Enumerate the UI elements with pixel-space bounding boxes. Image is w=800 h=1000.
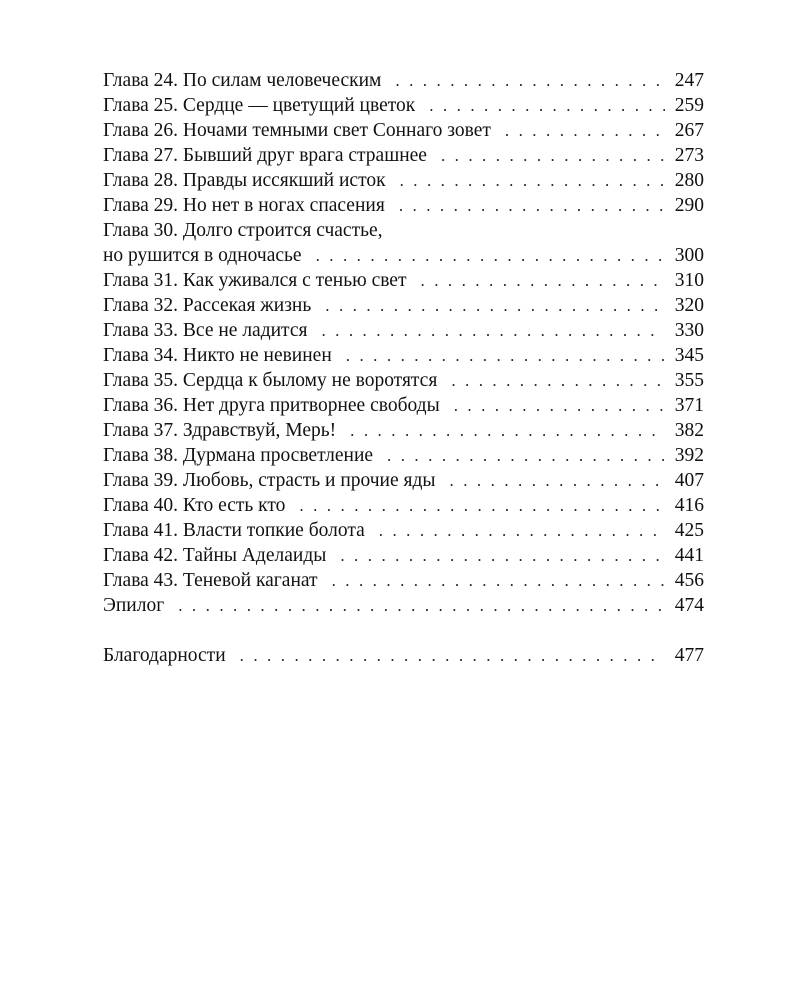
leader-dots (395, 68, 665, 93)
toc-entry (103, 443, 704, 468)
toc-entry (103, 518, 704, 543)
toc-entry-title: Благодарности (103, 645, 226, 666)
toc-entry-page: 273 (674, 145, 704, 166)
leader-dots (421, 268, 666, 293)
leader-dots (346, 343, 665, 368)
toc-entry (103, 193, 704, 218)
toc-entry-page: 310 (674, 270, 704, 291)
leader-dots (332, 568, 665, 593)
leader-dots (441, 143, 665, 168)
toc-entry-page: 259 (674, 95, 704, 116)
toc-entry-title: Глава 29. Но нет в ногах спасения (103, 195, 385, 216)
toc-entry (103, 318, 704, 343)
leader-dots (429, 93, 665, 118)
toc-entry (103, 293, 704, 318)
toc-entry (103, 243, 704, 268)
toc-entry-title: Глава 27. Бывший друг врага страшнее (103, 145, 427, 166)
leader-dots (178, 593, 665, 618)
toc-entry-page: 345 (674, 345, 704, 366)
toc-entry-page: 320 (674, 295, 704, 316)
toc-entry-page: 382 (674, 420, 704, 441)
toc-entry-page: 330 (674, 320, 704, 341)
toc-entry-title: Глава 34. Никто не невинен (103, 345, 332, 366)
toc-entry (103, 343, 704, 368)
toc-entry-title: Глава 32. Рассекая жизнь (103, 295, 312, 316)
toc-entry-title: Глава 28. Правды иссякший исток (103, 170, 386, 191)
toc-entry (103, 268, 704, 293)
toc-entry (103, 143, 704, 168)
toc-entry-page: 290 (674, 195, 704, 216)
toc-entry-epilogue (103, 593, 704, 618)
table-of-contents (103, 68, 704, 668)
toc-entry-page: 280 (674, 170, 704, 191)
leader-dots (450, 468, 665, 493)
toc-entry-title: Глава 39. Любовь, страсть и прочие яды (103, 470, 436, 491)
toc-entry-page: 477 (674, 645, 704, 666)
toc-entry-title: Глава 26. Ночами темными свет Соннаго зовет (103, 120, 491, 141)
toc-entry (103, 118, 704, 143)
toc-entry-page: 247 (674, 70, 704, 91)
toc-entry-title: Глава 35. Сердца к былому не воротятся (103, 370, 438, 391)
toc-entry (103, 418, 704, 443)
toc-entry (103, 493, 704, 518)
leader-dots (321, 318, 665, 343)
leader-dots (400, 168, 665, 193)
toc-entry-page: 474 (674, 595, 704, 616)
toc-entry (103, 368, 704, 393)
toc-entry-title: Глава 33. Все не ладится (103, 320, 308, 341)
toc-entry-title: но рушится в одночасье (103, 245, 302, 266)
toc-entry-title: Глава 38. Дурмана просветление (103, 445, 374, 466)
toc-entry-title: Глава 42. Тайны Аделаиды (103, 545, 327, 566)
section-gap (103, 618, 704, 643)
toc-entry (103, 168, 704, 193)
leader-dots (454, 393, 665, 418)
toc-entry-title: Глава 43. Теневой каганат (103, 570, 318, 591)
toc-entry-page: 407 (674, 470, 704, 491)
leader-dots (240, 643, 665, 668)
toc-entry-title-line1: Глава 30. Долго строится счастье, (103, 220, 383, 241)
toc-entry (103, 468, 704, 493)
toc-entry-acknowledgements (103, 643, 704, 668)
toc-entry-title: Глава 37. Здравствуй, Мерь! (103, 420, 337, 441)
leader-dots (316, 243, 665, 268)
toc-entry-title: Глава 40. Кто есть кто (103, 495, 286, 516)
toc-entry (103, 543, 704, 568)
leader-dots (325, 293, 665, 318)
leader-dots (340, 543, 665, 568)
toc-entry-title: Глава 41. Власти топкие болота (103, 520, 365, 541)
toc-entry (103, 568, 704, 593)
toc-entry-title: Глава 31. Как уживался с тенью свет (103, 270, 407, 291)
leader-dots (451, 368, 665, 393)
leader-dots (350, 418, 665, 443)
toc-entry-title: Глава 36. Нет друга притворнее свободы (103, 395, 440, 416)
leader-dots (387, 443, 665, 468)
toc-entry-page: 300 (674, 245, 704, 266)
toc-entry-page: 425 (674, 520, 704, 541)
toc-entry-title: Глава 24. По силам человеческим (103, 70, 382, 91)
toc-entry-page: 371 (674, 395, 704, 416)
toc-entry-page: 355 (674, 370, 704, 391)
leader-dots (399, 193, 665, 218)
toc-entry-page: 392 (674, 445, 704, 466)
leader-dots (299, 493, 665, 518)
toc-entry-page: 441 (674, 545, 704, 566)
toc-entry-title: Эпилог (103, 595, 165, 616)
toc-entry (103, 93, 704, 118)
leader-dots (505, 118, 665, 143)
leader-dots (379, 518, 665, 543)
toc-entry-page: 456 (674, 570, 704, 591)
toc-entry-title: Глава 25. Сердце — цветущий цветок (103, 95, 416, 116)
toc-entry (103, 68, 704, 93)
toc-entry (103, 393, 704, 418)
toc-entry-page: 416 (674, 495, 704, 516)
toc-entry-page: 267 (674, 120, 704, 141)
